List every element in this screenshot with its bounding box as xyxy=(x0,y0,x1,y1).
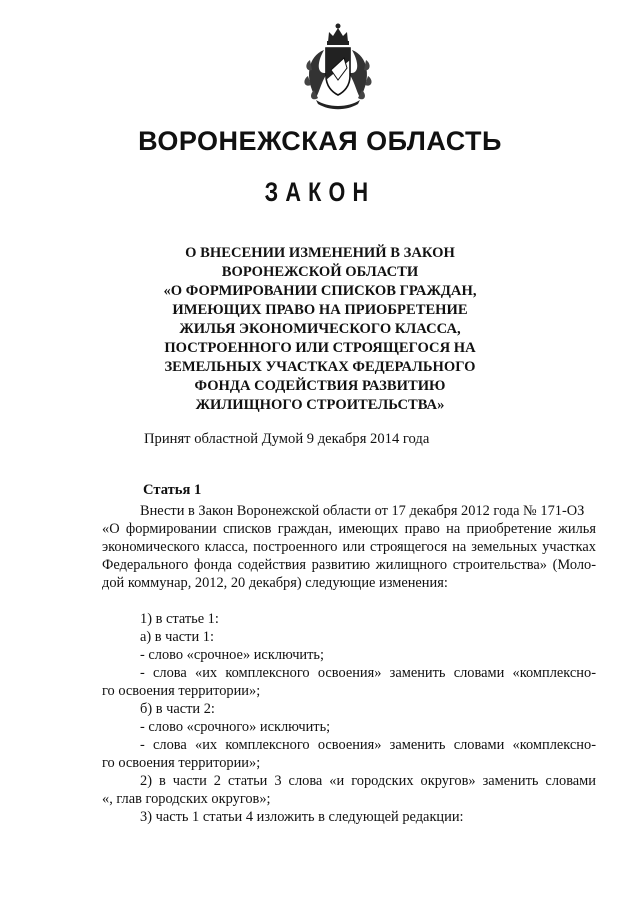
law-heading: ЗАКОН xyxy=(264,177,376,207)
intro-line: экономического класса, построенного или строящегося на земельных участках xyxy=(102,539,596,555)
amendment-item: 3) часть 1 статьи 4 изложить в следующей редакции: xyxy=(140,809,464,825)
article-intro xyxy=(102,502,596,592)
adoption-date-line: Принят областной Думой 9 декабря 2014 года xyxy=(144,431,430,447)
amendment-item: а) в части 1: xyxy=(140,629,214,645)
law-title xyxy=(0,244,640,415)
amendment-item: - слова «их комплексного освоения» заменить словами «комплексно- xyxy=(140,665,596,681)
law-title-line: «О ФОРМИРОВАНИИ СПИСКОВ ГРАЖДАН, xyxy=(163,283,477,299)
law-title-line: ЖИЛИЩНОГО СТРОИТЕЛЬСТВА» xyxy=(195,397,445,413)
amendment-item: б) в части 2: xyxy=(140,701,215,717)
intro-line: Федерального фонда содействия развитию жилищного строительства» (Моло- xyxy=(102,557,596,573)
amendment-item: 1) в статье 1: xyxy=(140,611,219,627)
law-title-line: ЗЕМЕЛЬНЫХ УЧАСТКАХ ФЕДЕРАЛЬНОГО xyxy=(164,359,476,375)
intro-line: Внести в Закон Воронежской области от 17 декабря 2012 года № 171-ОЗ xyxy=(140,503,585,519)
amendment-item: го освоения территории»; xyxy=(102,755,261,771)
law-title-line: ПОСТРОЕННОГО ИЛИ СТРОЯЩЕГОСЯ НА xyxy=(164,340,476,356)
amendment-list xyxy=(102,610,596,826)
amendment-item: - слово «срочное» исключить; xyxy=(140,647,324,663)
amendment-item: го освоения территории»; xyxy=(102,683,261,699)
amendment-item: - слова «их комплексного освоения» заменить словами «комплексно- xyxy=(140,737,596,753)
law-title-line: ЖИЛЬЯ ЭКОНОМИЧЕСКОГО КЛАССА, xyxy=(179,321,461,337)
amendment-item: «, глав городских округов»; xyxy=(102,791,271,807)
amendment-item: - слово «срочного» исключить; xyxy=(140,719,331,735)
amendment-item: 2) в части 2 статьи 3 слова «и городских округов» заменить словами xyxy=(140,773,596,789)
law-title-line: ФОНДА СОДЕЙСТВИЯ РАЗВИТИЮ xyxy=(194,378,446,394)
coat-of-arms-emblem xyxy=(298,20,378,112)
intro-line: дой коммунар, 2012, 20 декабря) следующие изменения: xyxy=(102,575,448,591)
article-heading: Статья 1 xyxy=(143,482,202,498)
intro-line: «О формировании списков граждан, имеющих право на приобретение жилья xyxy=(102,521,596,537)
law-title-line: ИМЕЮЩИХ ПРАВО НА ПРИОБРЕТЕНИЕ xyxy=(172,302,468,318)
law-title-line: О ВНЕСЕНИИ ИЗМЕНЕНИЙ В ЗАКОН xyxy=(185,245,455,261)
region-heading: ВОРОНЕЖСКАЯ ОБЛАСТЬ xyxy=(138,126,502,156)
law-title-line: ВОРОНЕЖСКОЙ ОБЛАСТИ xyxy=(221,264,419,280)
